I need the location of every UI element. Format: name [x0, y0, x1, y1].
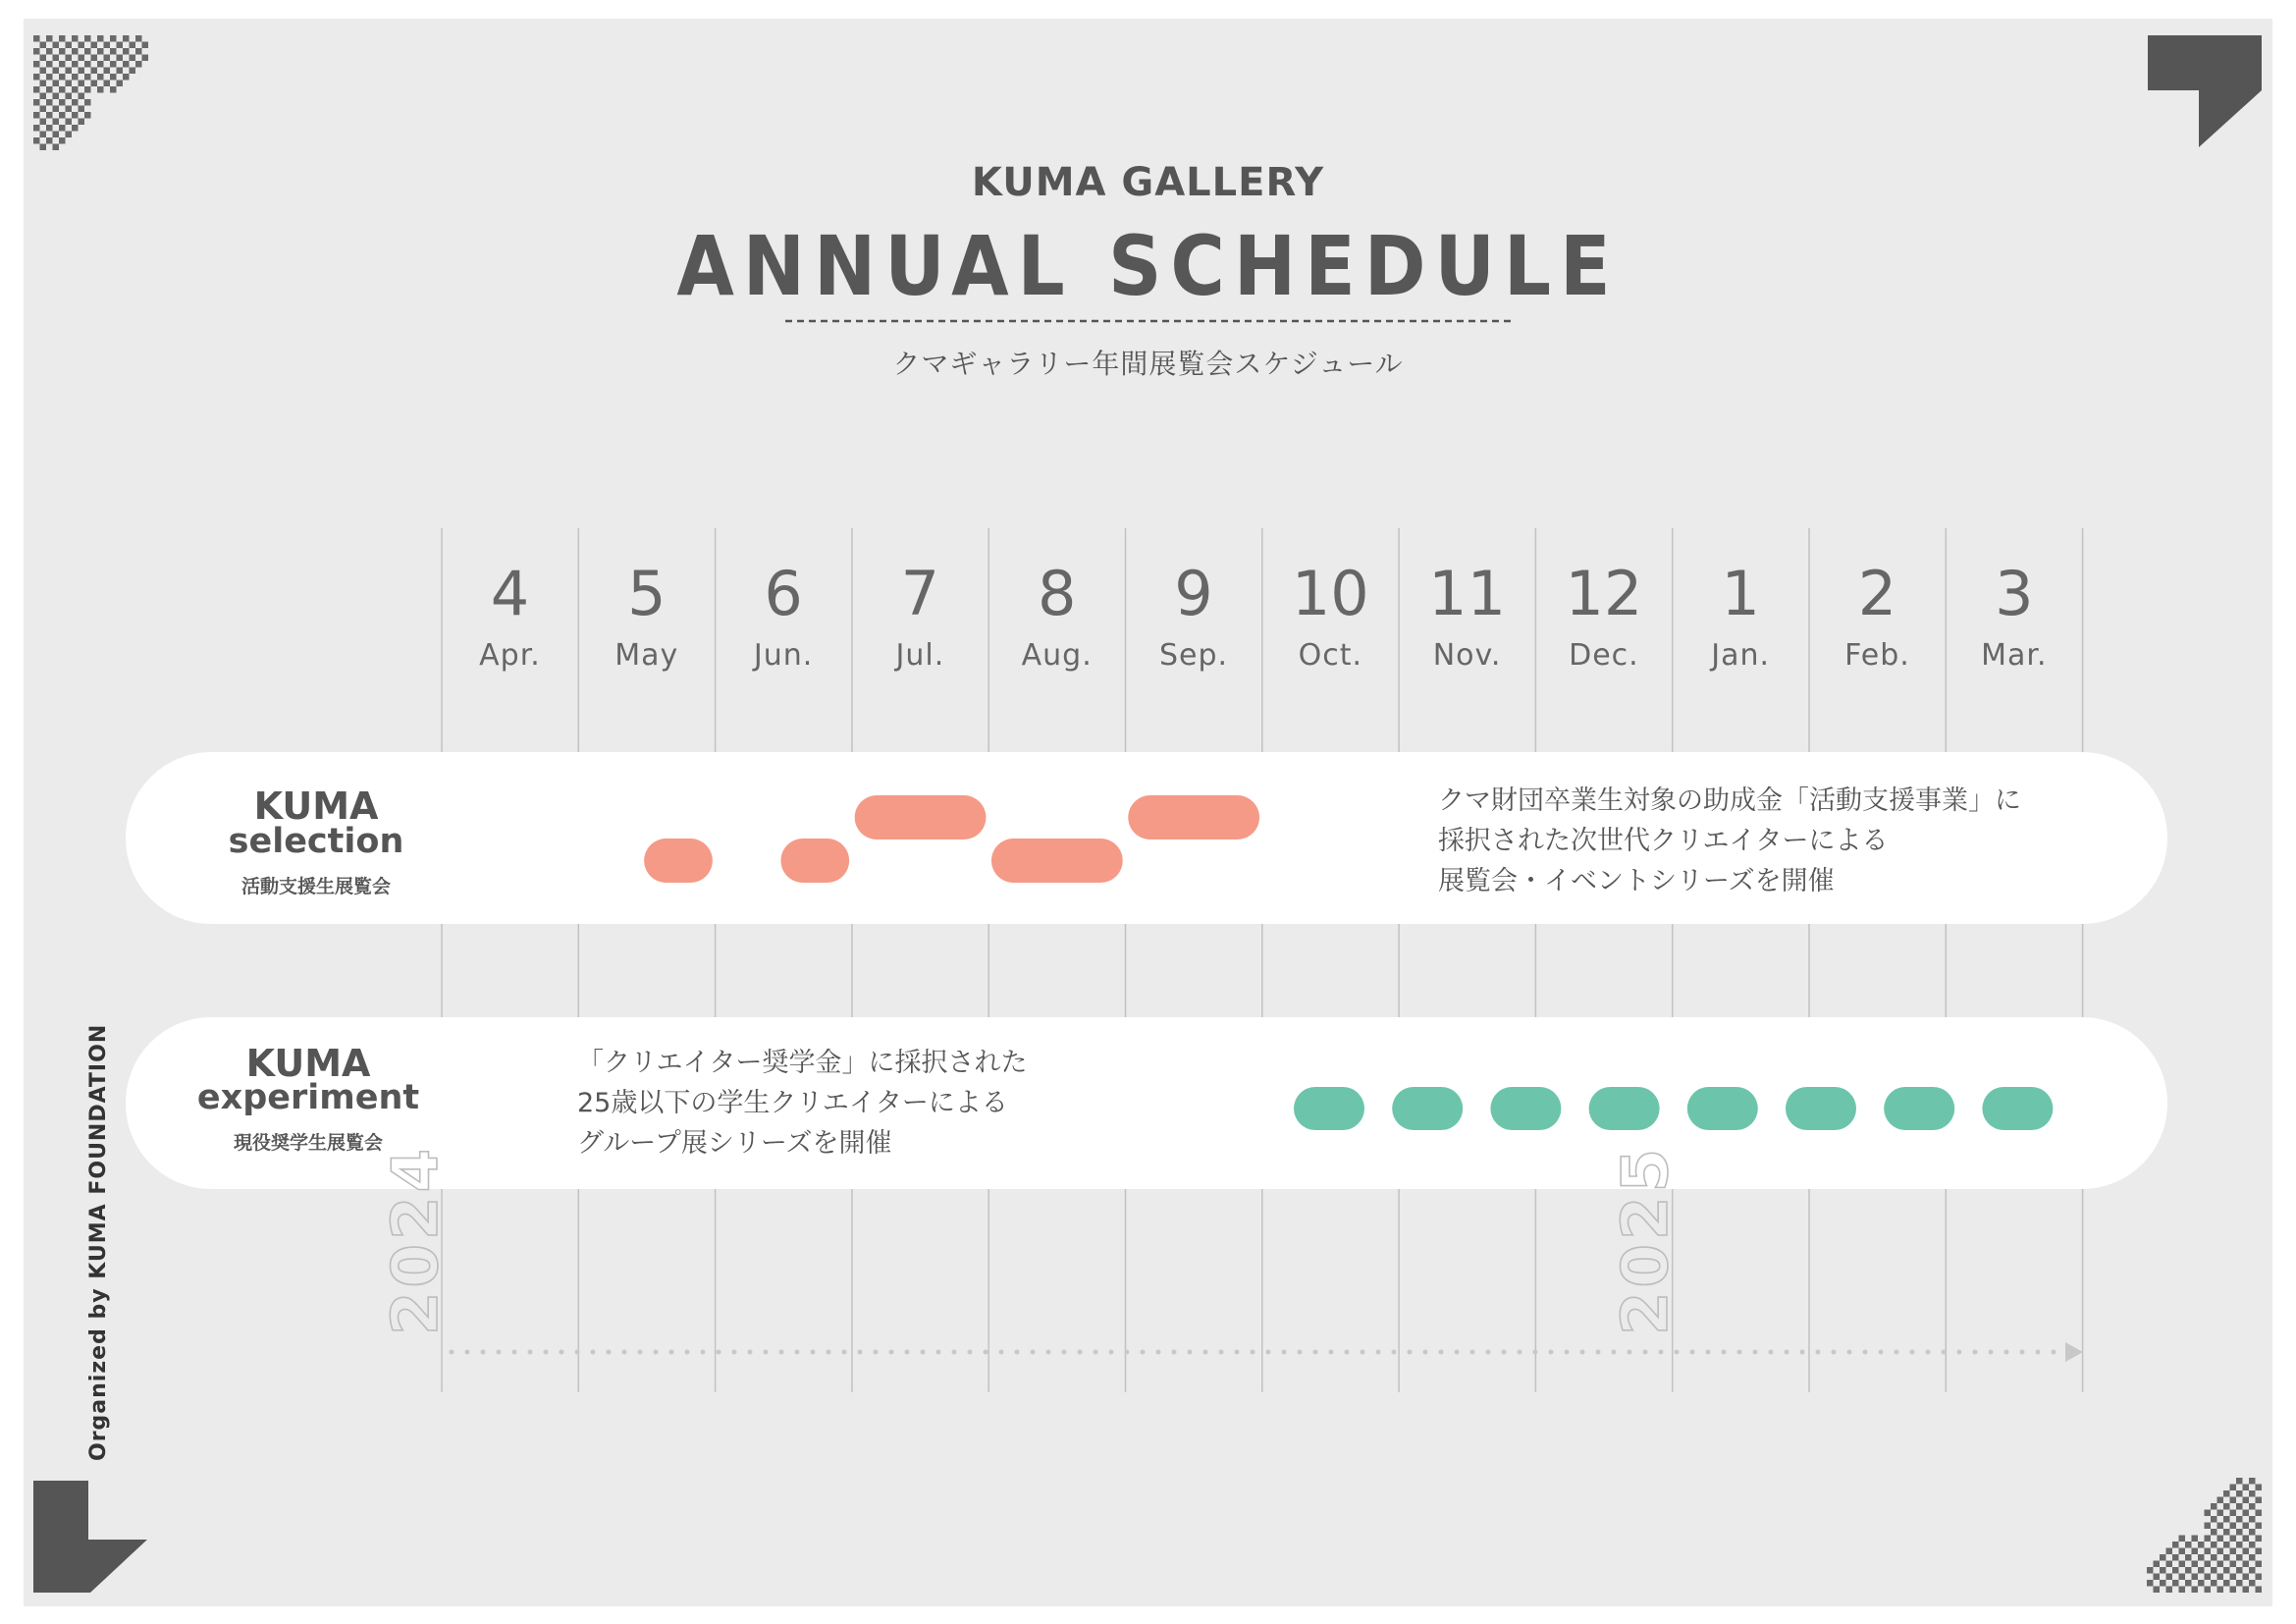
- experiment-event-pill: [1687, 1087, 1758, 1130]
- month-number: 10: [1291, 558, 1369, 629]
- experiment-event-pill: [1786, 1087, 1856, 1130]
- month-number: 12: [1565, 558, 1643, 629]
- organizer-credit: Organized by KUMA FOUNDATION: [86, 1023, 111, 1461]
- month-number: 1: [1721, 558, 1760, 629]
- month-number: 2: [1857, 558, 1897, 629]
- month-name: Sep.: [1158, 638, 1229, 673]
- month-number: 9: [1174, 558, 1213, 629]
- selection-event-pill: [780, 839, 849, 883]
- month-name: Mar.: [1981, 638, 2048, 673]
- experiment-title-name: experiment: [196, 1078, 420, 1117]
- month-name: Jun.: [753, 638, 814, 673]
- experiment-description: 「クリエイター奨学金」に採択された 25歳以下の学生クリエイターによる グループ展シリーズを開催: [577, 1048, 1028, 1159]
- selection-description: クマ財団卒業生対象の助成金「活動支援事業」に 採択された次世代クリエイターによる 展覧会・イベントシリーズを開催: [1438, 785, 2021, 896]
- year-arrow-head: [2065, 1342, 2083, 1362]
- month-name: Aug.: [1021, 638, 1093, 673]
- experiment-event-pill: [1392, 1087, 1463, 1130]
- experiment-event-pill: [1884, 1087, 1954, 1130]
- experiment-event-pill: [1589, 1087, 1660, 1130]
- month-name: May: [614, 638, 679, 673]
- month-name: Nov.: [1432, 638, 1502, 673]
- selection-event-pill: [1128, 795, 1259, 839]
- month-number: 3: [1995, 558, 2034, 629]
- year-label: 2024: [380, 1144, 453, 1335]
- experiment-subtitle: 現役奨学生展覧会: [233, 1132, 383, 1154]
- month-name: Jul.: [895, 638, 945, 673]
- month-number: 7: [900, 558, 940, 629]
- experiment-event-pill: [1294, 1087, 1364, 1130]
- page-subtitle: クマギャラリー年間展覧会スケジュール: [892, 348, 1404, 380]
- selection-subtitle: 活動支援生展覧会: [240, 876, 391, 897]
- selection-title-name: selection: [228, 822, 404, 861]
- experiment-event-pill: [1490, 1087, 1561, 1130]
- year-label: 2025: [1610, 1144, 1682, 1335]
- month-name: Apr.: [479, 638, 541, 673]
- experiment-title-kuma: KUMA: [245, 1042, 371, 1085]
- gallery-title: KUMA GALLERY: [971, 160, 1325, 205]
- experiment-event-pill: [1982, 1087, 2053, 1130]
- selection-event-pill: [644, 839, 713, 883]
- month-name: Feb.: [1844, 638, 1910, 673]
- month-name: Oct.: [1298, 638, 1362, 673]
- page-title: ANNUAL SCHEDULE: [676, 218, 1620, 314]
- month-number: 4: [490, 558, 530, 629]
- month-number: 6: [764, 558, 803, 629]
- selection-event-pill: [855, 795, 987, 839]
- selection-title-kuma: KUMA: [253, 785, 379, 828]
- month-name: Jan.: [1711, 638, 1771, 673]
- selection-event-pill: [991, 839, 1123, 883]
- month-number: 5: [627, 558, 667, 629]
- month-number: 11: [1428, 558, 1507, 629]
- month-number: 8: [1037, 558, 1077, 629]
- month-name: Dec.: [1569, 638, 1639, 673]
